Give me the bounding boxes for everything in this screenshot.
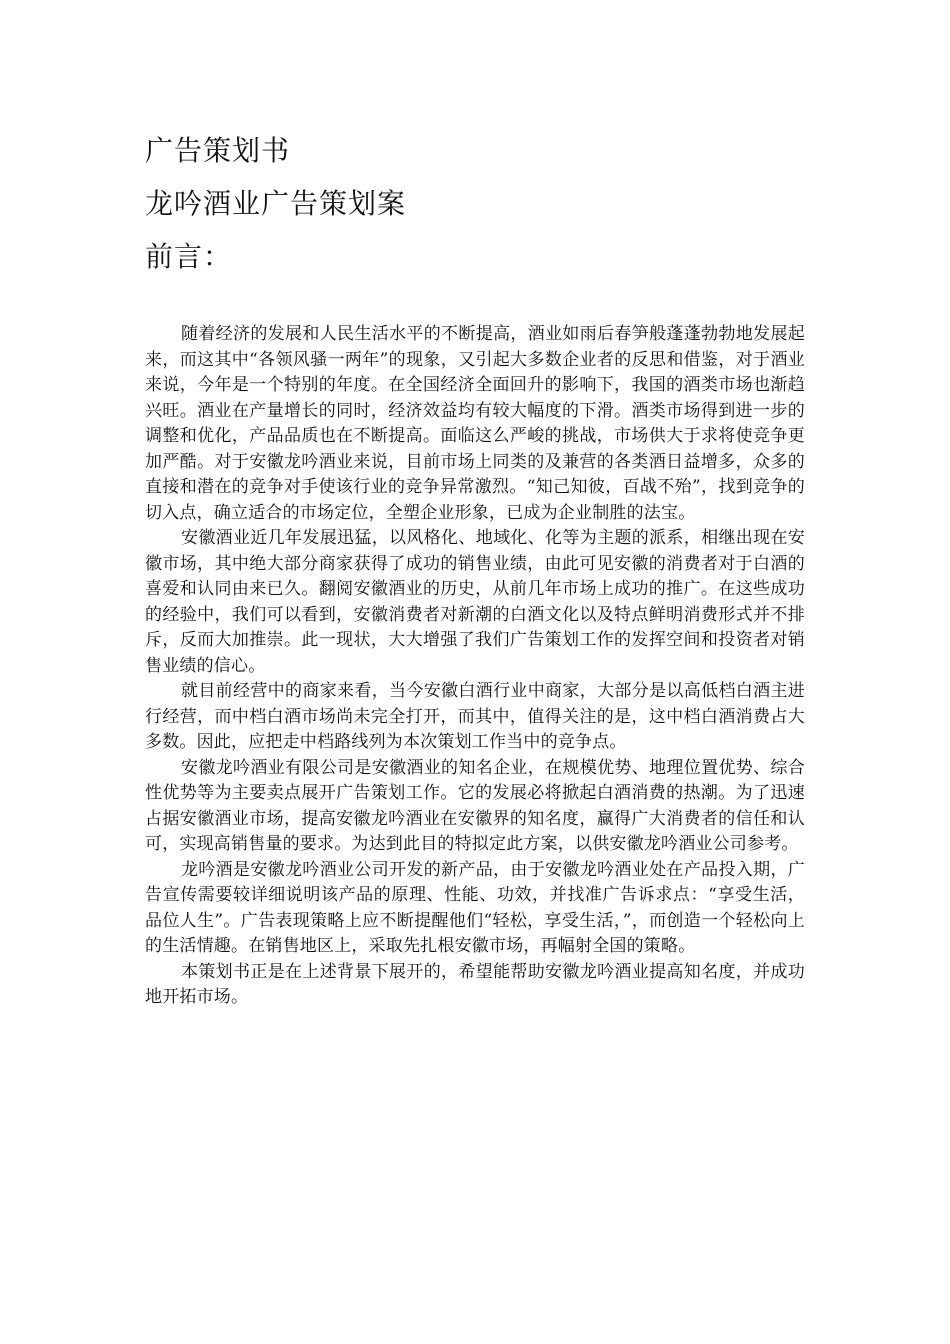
- preface-body: [145, 322, 805, 1011]
- paragraph: 安徽酒业近几年发展迅猛，以风格化、地域化、化等为主题的派系，相继出现在安徽市场，其中绝大部分商家获得了成功的销售业绩，由此可见安徽的消费者对于白酒的喜爱和认同由来已久。翻阅安徽酒业的历史，从前几年市场上成功的推广。在这些成功的经验中，我们可以看到，安徽消费者对新潮的白酒文化以及特点鲜明消费形式并不排斥，反而大加推崇。此一现状，大大增强了我们广告策划工作的发挥空间和投资者对销售业绩的信心。: [145, 528, 805, 676]
- preface-heading: 前言：: [145, 240, 233, 273]
- document-subtitle: 龙吟酒业广告策划案: [145, 187, 407, 220]
- document-title: 广告策划书: [145, 134, 291, 167]
- paragraph: 龙吟酒是安徽龙吟酒业公司开发的新产品，由于安徽龙吟酒业处在产品投入期，广告宣传需要较详细说明该产品的原理、性能、功效，并找准广告诉求点：“享受生活，品位人生”。广告表现策略上应不断提醒他们“轻松，享受生活，”，而创造一个轻松向上的生活情趣。在销售地区上，采取先扎根安徽市场，再幅射全国的策略。: [145, 859, 805, 956]
- paragraph: 本策划书正是在上述背景下展开的，希望能帮助安徽龙吟酒业提高知名度，并成功地开拓市场。: [145, 961, 805, 1007]
- paragraph: 安徽龙吟酒业有限公司是安徽酒业的知名企业，在规模优势、地理位置优势、综合性优势等为主要卖点展开广告策划工作。它的发展必将掀起白酒消费的热潮。为了迅速占据安徽酒业市场，提高安徽龙吟酒业在安徽界的知名度，赢得广大消费者的信任和认可，实现高销售量的要求。为达到此目的特拟定此方案，以供安徽龙吟酒业公司参考。: [145, 757, 805, 854]
- paragraph: 随着经济的发展和人民生活水平的不断提高，酒业如雨后春笋般蓬蓬勃勃地发展起来，而这其中“各领风骚一两年”的现象，又引起大多数企业者的反思和借鉴，对于酒业来说，今年是一个特别的年度。在全国经济全面回升的影响下，我国的酒类市场也渐趋兴旺。酒业在产量增长的同时，经济效益均有较大幅度的下滑。酒类市场得到进一步的调整和优化，产品品质也在不断提高。面临这么严峻的挑战，市场供大于求将使竞争更加严酷。对于安徽龙吟酒业来说，目前市场上同类的及兼营的各类酒日益增多，众多的直接和潜在的竞争对手使该行业的竞争异常激烈。“知己知彼，百战不殆”，找到竞争的切入点，确立适合的市场定位，全塑企业形象，已成为企业制胜的法宝。: [145, 324, 805, 523]
- paragraph: 就目前经营中的商家来看，当今安徽白酒行业中商家，大部分是以高低档白酒主进行经营，而中档白酒市场尚未完全打开，而其中，值得关注的是，这中档白酒消费占大多数。因此，应把走中档路线列为本次策划工作当中的竞争点。: [145, 681, 805, 752]
